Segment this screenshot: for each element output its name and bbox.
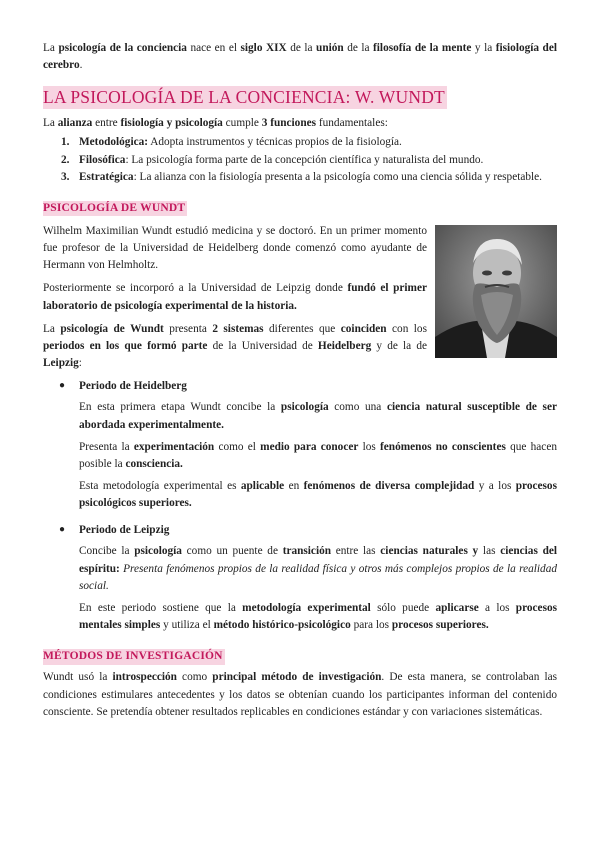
text: Presenta la (79, 440, 134, 453)
text: y a los (474, 480, 516, 492)
text: los (358, 440, 381, 453)
document-page (43, 40, 557, 721)
bold-text: introspección (112, 671, 177, 684)
heidelberg-paragraph (43, 439, 557, 473)
bold-text: ciencias del espíritu: (79, 545, 557, 575)
text: sólo puede (370, 601, 436, 614)
text: y utiliza el (160, 619, 214, 632)
bold-text: procesos mentales simples (79, 601, 558, 632)
text: como el (214, 440, 261, 453)
leipzig-paragraph (43, 600, 557, 634)
list-number: 3. (61, 170, 70, 183)
list-item (43, 134, 557, 151)
text: a los (478, 601, 516, 614)
wundt-paragraph (43, 280, 427, 314)
intro-paragraph (43, 40, 557, 74)
text: nace en el (186, 42, 241, 54)
italic-text: Presenta fenómenos propios de la realidad física y otros más complejos propios de la realidad social. (79, 562, 557, 592)
text: Esta metodología experimental es (79, 480, 241, 492)
bold-text: Heidelberg (317, 339, 372, 352)
bold-text: fenómenos no conscientes (380, 440, 506, 453)
text: y de la de (371, 339, 427, 352)
bold-text: procesos superiores. (391, 619, 489, 632)
text: de la (286, 42, 317, 54)
bold-text: periodos en los que formó parte (43, 339, 208, 352)
bold-text: alianza (57, 117, 93, 130)
leipzig-paragraph (43, 543, 557, 594)
list-number: 2. (61, 153, 70, 166)
bold-text: 2 sistemas (212, 322, 264, 335)
wundt-paragraph: Wilhelm Maximilian Wundt estudió medicina y se doctoró. En un primer momento fue profesor de la Universidad de Heidelberg donde comenzó como ayudante de Hermann von Helmholtz. (43, 224, 427, 272)
bold-text: ciencias naturales y (380, 545, 479, 558)
text: en (284, 480, 304, 492)
heidelberg-paragraph (43, 478, 557, 512)
bold-text: experimentación (133, 440, 215, 453)
text: presenta (163, 322, 213, 335)
bold-text: filosofía de la mente (373, 42, 472, 54)
text: para los (350, 619, 392, 632)
text: Adopta instrumentos y técnicas propios de la fisiología. (148, 136, 402, 149)
bold-text: unión (316, 42, 344, 54)
bold-text: psicología de la conciencia (58, 42, 187, 54)
bold-text: psicología de Wundt (60, 322, 164, 335)
bold-text: procesos psicológicos superiores. (79, 480, 557, 510)
text: entre (92, 117, 121, 130)
text: . De esta manera, se controlaban las condiciones estimulares antecedentes y los datos se obtenían cuando los participantes informan del contenido consciente. Se pretendía obtener resultados replicables en condiciones estándar y con variaciones sistemáticas. (43, 671, 558, 718)
bullet-heading (43, 378, 557, 395)
bold-text: 3 funciones (261, 117, 317, 130)
wundt-text-column (43, 223, 427, 372)
bold-text: Filosófica (79, 153, 126, 166)
text: : La psicología forma parte de la concepción científica y naturalista del mundo. (125, 153, 484, 166)
bullet-dot-icon: ● (59, 524, 66, 536)
text: y la (471, 42, 496, 54)
text: Concibe la (79, 545, 135, 558)
alliance-paragraph (43, 115, 557, 132)
text: Wundt usó la (43, 671, 113, 684)
text: las (478, 545, 501, 558)
bold-text: fundó el primer laboratorio de psicología experimental de la historia. (43, 282, 427, 312)
bold-text: ciencia natural susceptible de ser abordada experimentalmente. (79, 401, 557, 431)
list-item (43, 169, 557, 186)
wundt-portrait-image (435, 225, 557, 358)
text: que hacen posible la (79, 440, 557, 470)
text: La (43, 117, 58, 130)
text: de la Universidad de (207, 339, 318, 352)
text: : La alianza con la fisiología presenta a la psicología como una ciencia sólida y respetable. (133, 170, 543, 183)
text: . (79, 59, 83, 72)
wundt-section (43, 223, 557, 372)
bold-text: consciencia. (125, 457, 183, 470)
text: cumple (222, 117, 262, 130)
section-heading-wundt: PSICOLOGÍA DE WUNDT (43, 201, 187, 217)
text: como un puente de (181, 545, 283, 558)
bold-text: aplicarse (435, 601, 479, 614)
portrait-illustration (435, 225, 557, 358)
text: Periodo de Leipzig (79, 524, 170, 537)
text: : (78, 357, 82, 370)
text: En este periodo sostiene que la (79, 601, 243, 614)
leipzig-section (43, 522, 557, 634)
text: La (43, 322, 61, 335)
bold-text: psicología (280, 401, 329, 414)
heidelberg-paragraph (43, 399, 557, 433)
bold-text: método histórico-psicológico (213, 619, 351, 632)
text: diferentes que (263, 322, 341, 335)
bold-text: transición (282, 545, 332, 558)
bold-text: fisiología del cerebro (43, 42, 557, 72)
bullet-heading (43, 522, 557, 539)
bold-text: Metodológica: (79, 136, 149, 149)
bold-text: psicología (134, 545, 182, 558)
functions-list (43, 134, 557, 185)
text: En esta primera etapa Wundt concibe la (79, 401, 281, 414)
bold-text: Estratégica (79, 170, 134, 183)
heidelberg-section (43, 378, 557, 512)
bold-text: siglo XIX (240, 42, 287, 54)
text: con los (386, 322, 427, 335)
bold-text: fenómenos de diversa complejidad (303, 480, 475, 492)
text: como una (328, 401, 387, 414)
bullet-dot-icon: ● (59, 380, 66, 392)
methods-paragraph (43, 669, 557, 720)
bold-text: fisiología y psicología (120, 117, 223, 130)
text: de la (343, 42, 374, 54)
bold-text: principal método de investigación (212, 671, 382, 684)
bold-text: medio para conocer (260, 440, 359, 453)
text: entre las (331, 545, 381, 558)
bold-text: coinciden (340, 322, 387, 335)
bold-text: aplicable (240, 480, 285, 492)
text: como (176, 671, 213, 684)
bold-text: metodología experimental (242, 601, 371, 614)
bold-text: Leipzig (43, 357, 79, 370)
list-item (43, 152, 557, 169)
text: Posteriormente se incorporó a la Universidad de Leipzig donde (43, 282, 348, 295)
page-title: LA PSICOLOGÍA DE LA CONCIENCIA: W. WUNDT (43, 87, 445, 108)
wundt-paragraph (43, 321, 427, 372)
text: fundamentales: (316, 117, 388, 130)
text: La (43, 42, 59, 54)
list-number: 1. (61, 136, 70, 149)
text: Periodo de Heidelberg (79, 380, 187, 393)
section-heading-methods: MÉTODOS DE INVESTIGACIÓN (43, 649, 225, 665)
